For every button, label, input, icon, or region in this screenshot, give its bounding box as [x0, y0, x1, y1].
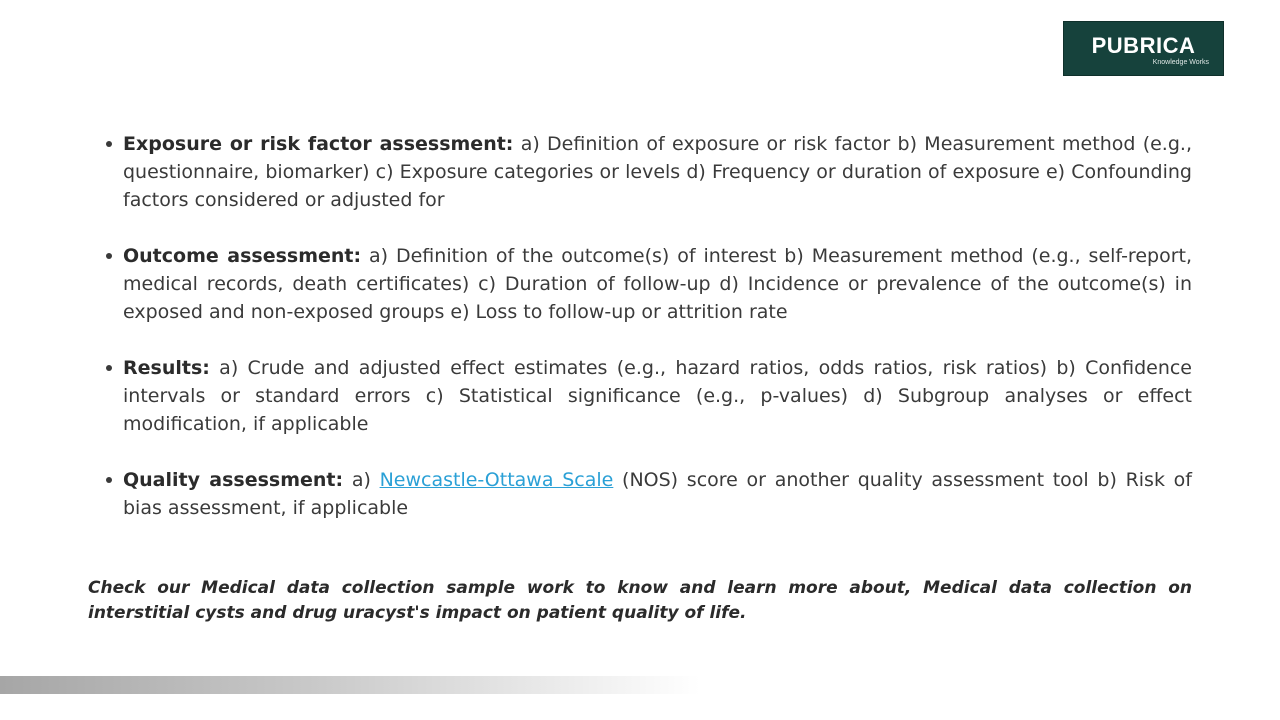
bullet-results — [100, 354, 1192, 438]
bullet-outcome-assessment — [100, 242, 1192, 326]
bullet-dot-icon — [106, 141, 112, 147]
bullet-exposure-assessment — [100, 130, 1192, 214]
logo-tagline: Knowledge Works — [1152, 59, 1209, 66]
bottom-gradient-bar — [0, 676, 700, 694]
bullet-term: Exposure or risk factor assessment: — [123, 133, 514, 155]
bullet-list — [100, 130, 1192, 550]
bullet-text: a) Crude and adjusted effect estimates (e.g., hazard ratios, odds ratios, risk ratios) b) Confidence intervals or standard errors c) Statistical significance (e.g., p-values) d) Subgroup analyses or effect modification, if applicable — [123, 357, 1192, 435]
bullet-quality-assessment — [100, 466, 1192, 522]
newcastle-ottawa-scale-link[interactable]: Newcastle-Ottawa Scale — [379, 469, 614, 491]
bullet-term: Results: — [123, 357, 210, 379]
bullet-term: Outcome assessment: — [123, 245, 362, 267]
footer-note: Check our Medical data collection sample work to know and learn more about, Medical data collection on interstitial cysts and drug uracyst's impact on patient quality of life. — [88, 578, 1192, 623]
pubrica-logo — [1063, 21, 1224, 76]
logo-brand: PUBRICA — [1091, 33, 1196, 58]
bullet-text: a) Definition of the outcome(s) of interest b) Measurement method (e.g., self-report, medical records, death certificates) c) Duration of follow-up d) Incidence or prevalence of the outcome(s) in exposed and non-exposed groups e) Loss to follow-up or attrition rate — [123, 245, 1192, 323]
bullet-dot-icon — [106, 365, 112, 371]
bullet-term: Quality assessment: — [123, 469, 344, 491]
bullet-dot-icon — [106, 253, 112, 259]
bullet-text: a) Definition of exposure or risk factor b) Measurement method (e.g., questionnaire, biomarker) c) Exposure categories or levels d) Frequency or duration of exposure e) Confounding factors considered or adjusted for — [123, 133, 1192, 211]
bullet-text-after: (NOS) score or another quality assessment tool b) Risk of bias assessment, if applicable — [123, 469, 1192, 519]
bullet-dot-icon — [106, 477, 112, 483]
bullet-text-before: a) — [343, 469, 380, 491]
